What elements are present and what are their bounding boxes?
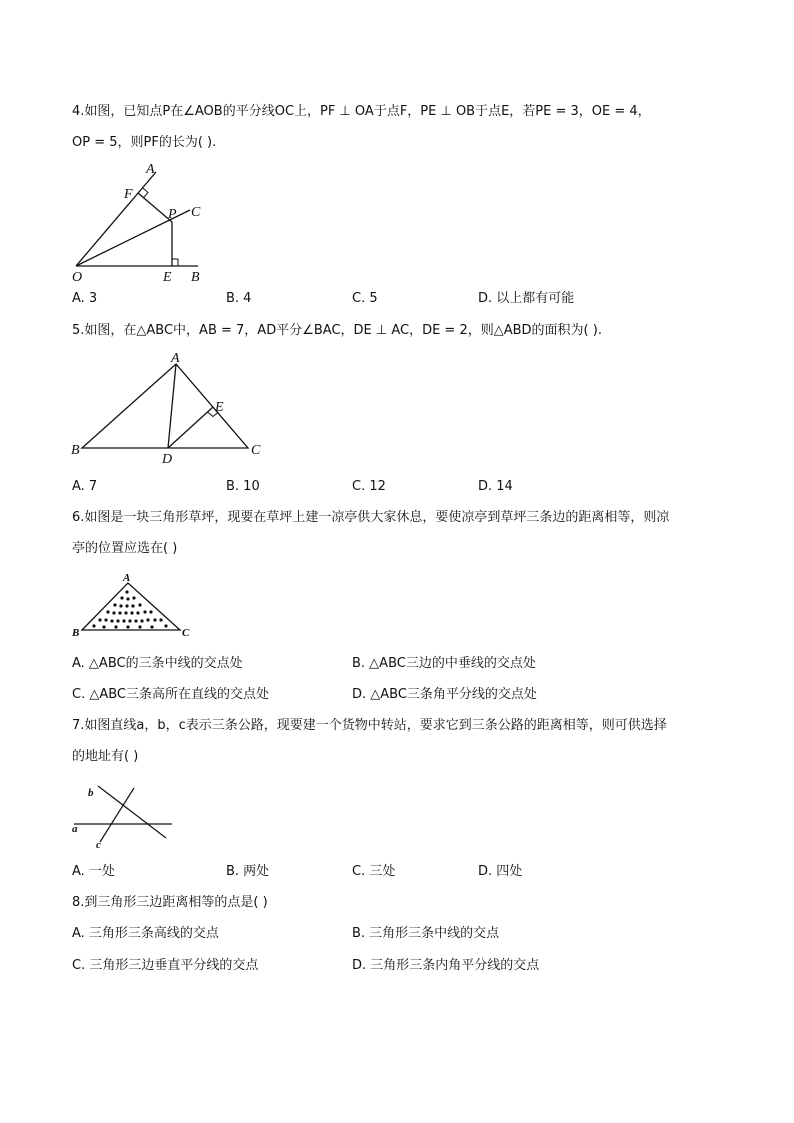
q4-stem-line2: OP = 5，则PF的长为( ). bbox=[72, 135, 217, 150]
q4-option-a[interactable]: A. 3 bbox=[72, 291, 98, 306]
q4-segment-pf bbox=[138, 193, 172, 222]
q6-option-b[interactable]: B. △ABC三边的中垂线的交点处 bbox=[352, 656, 536, 671]
q5-stem-line1: 5.如图，在△ABC中，AB = 7，AD平分∠BAC，DE ⊥ AC，DE = 2，则△ABD的面积为( ). bbox=[72, 323, 602, 338]
q5-figure bbox=[68, 346, 268, 468]
q5-label-c: C bbox=[251, 443, 261, 458]
q6-option-d[interactable]: D. △ABC三条角平分线的交点处 bbox=[352, 687, 537, 702]
q7-figure bbox=[68, 778, 178, 850]
q4-label-b: B bbox=[191, 270, 200, 285]
q6-label-a: A bbox=[123, 572, 131, 584]
q8-option-b[interactable]: B. 三角形三条中线的交点 bbox=[352, 926, 500, 941]
q5-label-d: D bbox=[162, 452, 173, 467]
q8-option-c[interactable]: C. 三角形三边垂直平分线的交点 bbox=[72, 958, 259, 973]
q7-option-d[interactable]: D. 四处 bbox=[478, 864, 523, 879]
q7-stem-line1: 7.如图直线a，b，c表示三条公路，现要建一个货物中转站，要求它到三条公路的距离相等，则可供选择 bbox=[72, 718, 667, 733]
q7-option-c[interactable]: C. 三处 bbox=[352, 864, 396, 879]
q4-label-p: P bbox=[168, 207, 177, 222]
q4-stem-line1: 4.如图，已知点P在∠AOB的平分线OC上，PF ⊥ OA于点F，PE ⊥ OB于点E，若PE = 3，OE = 4， bbox=[72, 104, 651, 119]
q7-label-c: c bbox=[96, 839, 101, 850]
q6-option-a[interactable]: A. △ABC的三条中线的交点处 bbox=[72, 656, 243, 671]
q4-option-b[interactable]: B. 4 bbox=[226, 291, 252, 306]
q4-ray-oa bbox=[76, 172, 156, 266]
q7-stem-line2: 的地址有( ) bbox=[72, 749, 139, 764]
q5-label-a: A bbox=[171, 351, 180, 366]
q6-stem-line2: 亭的位置应选在( ) bbox=[72, 541, 178, 556]
q5-option-a[interactable]: A. 7 bbox=[72, 479, 98, 494]
q6-option-c[interactable]: C. △ABC三条高所在直线的交点处 bbox=[72, 687, 269, 702]
q8-stem-line1: 8.到三角形三边距离相等的点是( ) bbox=[72, 895, 268, 910]
q4-label-c: C bbox=[191, 205, 201, 220]
q6-stem-line1: 6.如图是一块三角形草坪，现要在草坪上建一凉亭供大家休息，要使凉亭到草坪三条边的距离相等，则凉 bbox=[72, 510, 670, 525]
q5-option-d[interactable]: D. 14 bbox=[478, 479, 513, 494]
q4-option-c[interactable]: C. 5 bbox=[352, 291, 378, 306]
q5-segment-ad bbox=[168, 364, 176, 448]
q7-label-a: a bbox=[72, 823, 78, 835]
q5-label-b: B bbox=[71, 443, 80, 458]
q5-option-c[interactable]: C. 12 bbox=[352, 479, 386, 494]
q6-triangle-lawn bbox=[82, 583, 180, 630]
q7-option-b[interactable]: B. 两处 bbox=[226, 864, 270, 879]
q5-option-b[interactable]: B. 10 bbox=[226, 479, 260, 494]
q7-option-a[interactable]: A. 一处 bbox=[72, 864, 115, 879]
q6-label-b: B bbox=[72, 627, 80, 639]
q4-right-angle-e bbox=[172, 259, 178, 266]
q7-line-b bbox=[98, 786, 166, 838]
q4-label-a: A bbox=[146, 162, 155, 177]
q4-right-angle-f bbox=[143, 188, 149, 198]
q7-line-c bbox=[100, 788, 134, 842]
q5-segment-de bbox=[168, 407, 213, 448]
q4-option-d[interactable]: D. 以上都有可能 bbox=[478, 291, 575, 306]
q8-option-d[interactable]: D. 三角形三条内角平分线的交点 bbox=[352, 958, 540, 973]
q5-label-e: E bbox=[215, 400, 224, 415]
q7-label-b: b bbox=[88, 787, 94, 799]
q8-option-a[interactable]: A. 三角形三条高线的交点 bbox=[72, 926, 219, 941]
q4-figure bbox=[66, 160, 216, 285]
q4-label-e: E bbox=[163, 270, 172, 285]
q6-figure bbox=[70, 570, 195, 642]
q4-label-f: F bbox=[124, 187, 133, 202]
q6-label-c: C bbox=[182, 627, 190, 639]
q4-label-o: O bbox=[72, 270, 83, 285]
